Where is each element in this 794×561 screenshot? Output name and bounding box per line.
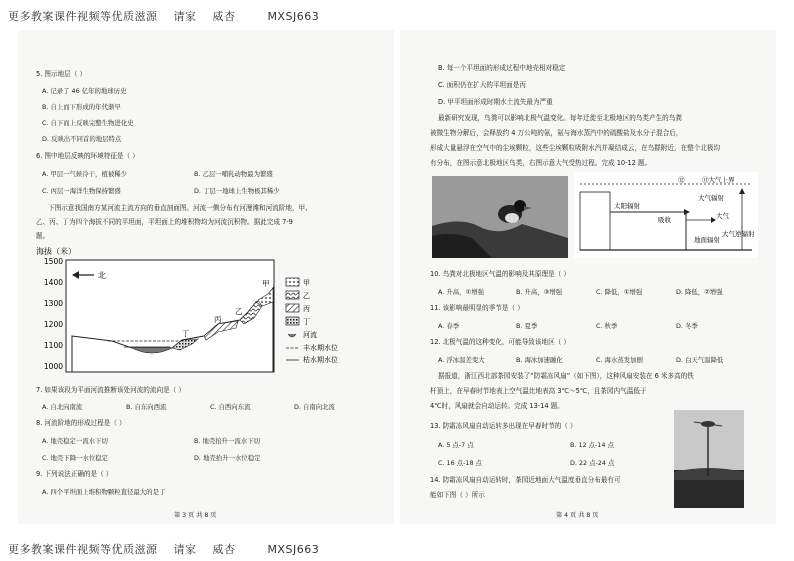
q8-opt-d: D. 地壳抬升一水位稳定 — [194, 454, 261, 462]
dia-ground: 地面辐射 — [694, 236, 720, 244]
q12-stem: 12. 北极气温的这种变化，可能导致该地区（ ） — [430, 338, 570, 346]
ytick-1400: 1400 — [43, 278, 63, 287]
q12-opt-b: B. 海冰加速融化 — [516, 356, 563, 364]
q6-opt-d: D. 丁层一地球上生物极其稀少 — [194, 187, 280, 195]
intro-line-1: 下图示意我国南方某河流主流方向的垂直剖面图。河流一侧分布有河漫滩和河流阶地，甲、 — [48, 204, 312, 212]
legend-low-water: 枯水期水位 — [303, 356, 338, 364]
ytick-1300: 1300 — [43, 299, 63, 308]
q12-opt-c: C. 海水蒸发加剧 — [596, 356, 643, 364]
passage-line-1: 最新研究发现，鸟粪可以影响北极气温变化。每年迁徙至北极地区的鸟类产生的鸟粪 — [438, 114, 682, 122]
q6-opt-c: C. 丙层一海洋生物保持繁盛 — [42, 187, 121, 195]
q7-opt-c: C. 自西向东流 — [210, 403, 251, 411]
q13-stem: 13. 防霜冻风扇自动运转多出现在早春时节的（ ） — [430, 422, 577, 430]
passage-line-2: 被微生物分解后，会释放约 4 万公吨的氨，氨与海水蒸汽中的硫酸盐及水分子混合后， — [430, 129, 683, 137]
left-footer: 第 3 页 共 8 页 — [174, 512, 217, 519]
atmosphere-heating-diagram — [574, 172, 758, 258]
q10-opt-a: A. 升高，①增强 — [438, 288, 485, 296]
dia-atmo-rad: 大气辐射 — [698, 194, 724, 202]
q13-opt-c: C. 16 点-18 点 — [438, 459, 482, 467]
passage2-line-1: 据报道，浙江西北部茶园安装了“防霜冻风扇”（如下图），这种风扇安装在 6 米多高的铁 — [438, 372, 694, 380]
right-footer: 第 4 页 共 8 页 — [556, 512, 599, 519]
ytick-1500: 1500 — [43, 257, 63, 266]
q8-opt-a: A. 地壳稳定一流水下切 — [42, 437, 108, 445]
q10-opt-c: C. 降低，①增强 — [596, 288, 643, 296]
q5-opt-b: B. 自上而下形成的年代渐早 — [42, 103, 121, 111]
dia-absorb: 吸收 — [658, 216, 671, 224]
q8-opt-b: B. 地壳抬升一流水下切 — [194, 437, 260, 445]
q7-opt-b: B. 自东向西流 — [126, 403, 167, 411]
q9-opt-d: D. 甲平坦面形成时期水土流失最为严重 — [438, 98, 553, 106]
label-jia: 甲 — [262, 279, 270, 288]
q11-opt-b: B. 夏季 — [516, 322, 538, 330]
north-label: 北 — [98, 271, 106, 280]
q5-opt-d: D. 反映出不同首的地层特点 — [42, 135, 122, 143]
q10-opt-d: D. 降低，②增强 — [676, 288, 723, 296]
q9-opt-b: B. 每一个平坦面的形成过程中地壳相对稳定 — [438, 64, 566, 72]
q11-stem: 11. 该影响最明显的季节是（ ） — [430, 304, 524, 312]
q9-stem: 9. 下列说法正确的是（ ） — [36, 470, 113, 478]
q14-line-2: 能如下图（ ）所示 — [430, 491, 485, 499]
dia-solar: 太阳辐射 — [614, 202, 640, 210]
legend-river: 河流 — [303, 331, 317, 339]
q12-opt-a: A. 浮冰温差变大 — [438, 356, 485, 364]
q9-opt-c: C. 面积仍在扩大的平坦面是丙 — [438, 81, 526, 89]
q5-stem: 5. 图示地层（ ） — [36, 70, 87, 78]
label-ding: 丁 — [182, 329, 190, 338]
q6-stem: 6. 图中地层反映的环境特征是（ ） — [36, 152, 139, 160]
q13-opt-a: A. 5 点-7 点 — [438, 441, 474, 449]
passage2-line-3: 4℃时，风扇就会自动运转。完成 13-14 题。 — [430, 402, 564, 410]
legend-bing: 丙 — [303, 305, 310, 313]
dia-counter: 大气逆辐射 — [722, 230, 755, 238]
chart-ylabel: 海拔（米） — [36, 247, 76, 256]
q6-opt-a: A. 甲层一气候冷干，植被稀少 — [42, 170, 128, 178]
legend-jia: 甲 — [303, 279, 310, 287]
dia-atmo: 大气 — [716, 212, 729, 220]
bottom-banner: 更多教案课件视频等优质滋源 请家 威杏 MXSJ663 — [8, 543, 320, 556]
q9-opt-a: A. 四个平坦面上堆积物颗粒直径最大的是丁 — [42, 488, 166, 496]
q5-opt-c: C. 自下而上反映完整生物进化史 — [42, 119, 134, 127]
q13-opt-b: B. 12 点-14 点 — [570, 441, 614, 449]
label-yi: 乙 — [235, 307, 243, 316]
dia-upper: ⑪大气上界 — [702, 176, 735, 184]
intro-line-3: 题。 — [36, 232, 50, 240]
q13-opt-d: D. 22 点-24 点 — [570, 459, 615, 467]
q6-opt-b: B. 乙层一哺乳动物最为繁盛 — [194, 170, 273, 178]
q7-opt-d: D. 自南向北流 — [294, 403, 335, 411]
passage-line-4: 有分布，在图示意北极地区鸟类，右图示意大气受热过程。完成 10-12 题。 — [430, 159, 652, 167]
q11-opt-d: D. 冬季 — [676, 322, 698, 330]
q11-opt-c: C. 秋季 — [596, 322, 618, 330]
passage2-line-2: 杆顶上，在早春时节地表上空气温比地表高 3℃～5℃，且茶园内气温低于 — [430, 387, 647, 395]
q7-stem: 7. 如果该段为平面河流推断该处河流的流向是（ ） — [36, 386, 185, 394]
legend-ding: 丁 — [303, 318, 310, 326]
intro-line-2: 乙、丙、丁为四个海拔不同的平坦面，平坦面上的堆积物均为河流沉积物。据此完成 7-9 — [36, 218, 293, 226]
terrace-profile-chart — [32, 244, 382, 374]
q11-opt-a: A. 春季 — [438, 322, 460, 330]
passage-line-3: 形成大量悬浮在空气中的尘埃颗粒，这些尘埃颗粒吸附水汽并凝结成云，在鸟群附近，在整个北极均 — [430, 144, 721, 152]
ytick-1000: 1000 — [43, 362, 63, 371]
q8-stem: 8. 河流阶地的形成过程是（ ） — [36, 419, 126, 427]
dia-label-12: ⑫ — [678, 176, 685, 184]
legend-high-water: 丰水期水位 — [303, 344, 338, 352]
ytick-1100: 1100 — [43, 341, 63, 350]
frost-fan-photo — [674, 410, 744, 508]
q7-opt-a: A. 自北向南流 — [42, 403, 83, 411]
left-page — [18, 30, 394, 524]
arctic-bird-photo — [432, 176, 568, 258]
top-banner: 更多教案课件视频等优质滋源 请家 威杏 MXSJ663 — [8, 10, 320, 23]
right-page — [400, 30, 776, 524]
q10-opt-b: B. 升高，③增强 — [516, 288, 563, 296]
ytick-1200: 1200 — [43, 320, 63, 329]
legend-yi: 乙 — [303, 292, 310, 300]
q14-line-1: 14. 防霜冻风扇自动运转时，茶园近地面大气温度垂直分布最有可 — [430, 476, 621, 484]
q8-opt-c: C. 地壳下降一水位稳定 — [42, 454, 109, 462]
label-bing: 丙 — [214, 315, 222, 324]
q5-opt-a: A. 记录了 46 亿年的地球历史 — [42, 87, 127, 95]
q10-stem: 10. 鸟粪对北极地区气温的影响及其原理是（ ） — [430, 270, 570, 278]
q12-opt-d: D. 白天气温降低 — [676, 356, 724, 364]
